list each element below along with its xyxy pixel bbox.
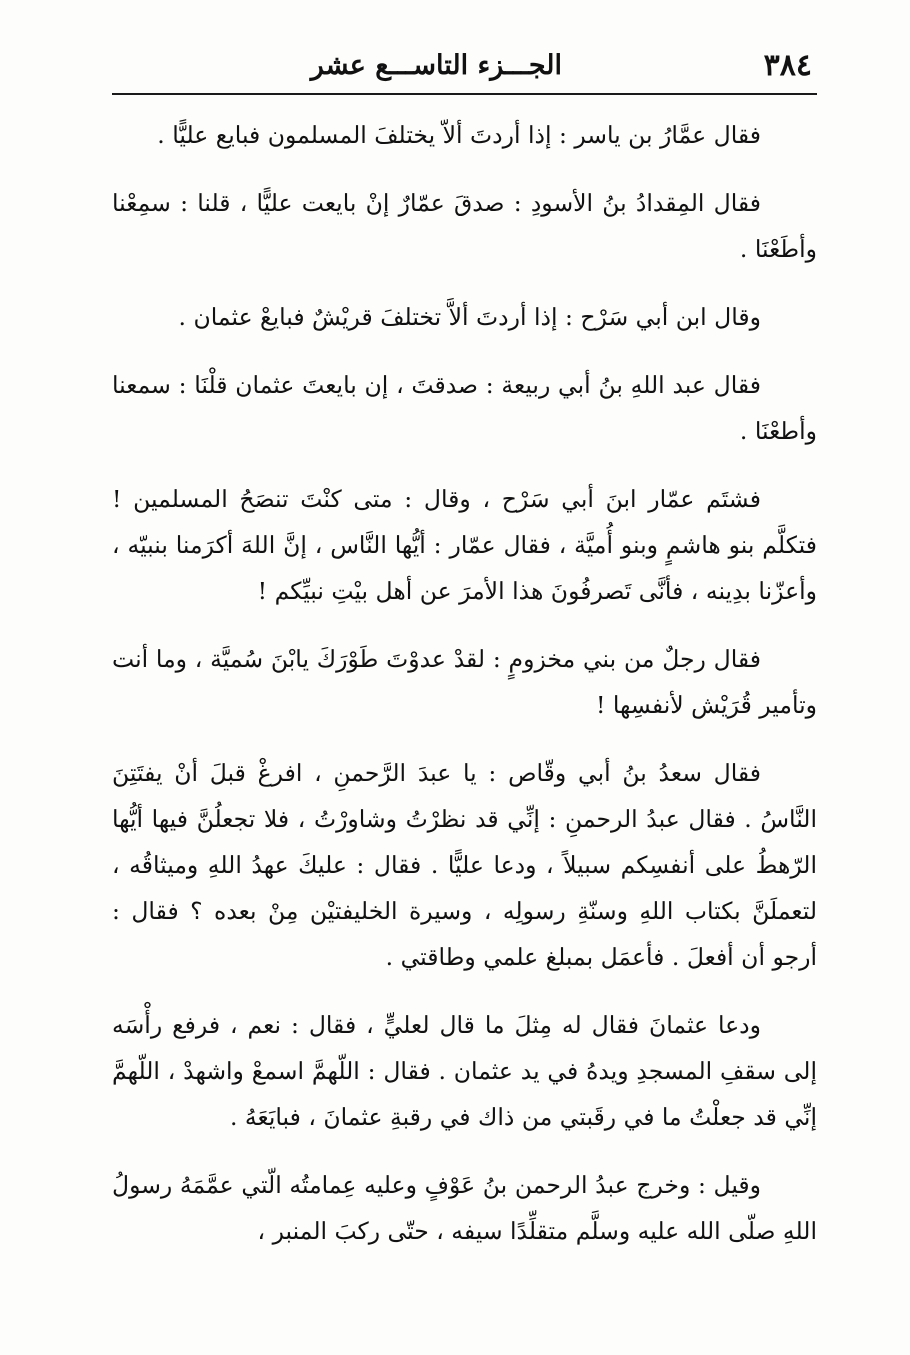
page-body [112,112,817,1276]
paragraph: ودعا عثمانَ فقال له مِثلَ ما قال لعليٍّ ، فقال : نعم ، فرفع رأْسَه إلى سقفِ المسجدِ ويدهُ في يد عثمان . فقال : اللّهمَّ اسمعْ واشهدْ ، اللّهمَّ إنِّي قد جعلْتُ ما في رقَبتي من ذاك في رقبةِ عثمانَ ، فبايَعَهُ . [112,1011,817,1131]
header-divider [112,93,817,95]
paragraph: فقال المِقدادُ بنُ الأسودِ : صدقَ عمّارٌ إنْ بايعت عليًّا ، قلنا : سمِعْنا وأطَعْنَا . [112,189,817,263]
paragraph: فقال رجلٌ من بني مخزومٍ : لقدْ عدوْتَ طَوْرَكَ يابْنَ سُميَّة ، وما أنت وتأمير قُرَيْش لأنفسِها ! [112,645,817,719]
paragraph: فقال عبد اللهِ بنُ أبي ربيعة : صدقتَ ، إن بايعتَ عثمان قلْنَا : سمعنا وأطعْنَا . [112,371,817,445]
running-title: الجـــزء التاســـع عشر [310,50,562,81]
page-number: ٣٨٤ [763,48,812,83]
paragraph: فشتَم عمّار ابنَ أبي سَرْح ، وقال : متى كنْتَ تنصَحُ المسلمين ! فتكلَّم بنو هاشمٍ وبنو أُميَّة ، فقال عمّار : أيُّها النَّاس ، إنَّ اللهَ أكرَمنا بنبيّه ، وأعزّنا بدِينه ، فأنَّى تَصرفُونَ هذا الأمرَ عن أهل بيْتِ نبيِّكم ! [112,485,817,605]
paragraph: فقال سعدُ بنُ أبي وقّاص : يا عبدَ الرَّحمنِ ، افرغْ قبلَ أنْ يفتَتِنَ النَّاسُ . فقال عبدُ الرحمنِ : إنِّي قد نظرْتُ وشاورْتُ ، فلا تجعلُنَّ فيها أيُّها الرّهطُ على أنفسِكم سبيلاً ، ودعا عليًّا . فقال : عليكَ عهدُ اللهِ وميثاقُه ، لتعملَنَّ بكتاب اللهِ وسنّةِ رسولِه ، وسيرة الخليفتيْن مِنْ بعده ؟ فقال : أرجو أن أفعلَ . فأعمَل بمبلغ علمي وطاقتي . [112,759,817,971]
paragraph: فقال عمَّارُ بن ياسر : إذا أردتَ ألاّ يختلفَ المسلمون فبايع عليًّا . [157,121,761,149]
page-header [112,40,812,90]
paragraph: وقال ابن أبي سَرْح : إذا أردتَ ألاَّ تختلفَ قريْشٌ فبايعْ عثمان . [178,303,761,331]
paragraph: وقيل : وخرج عبدُ الرحمن بنُ عَوْفٍ وعليه عِمامتُه الّتي عمَّمَهُ رسولُ اللهِ صلّى الله عليه وسلَّم متقلِّدًا سيفه ، حتّى ركبَ المنبر ، [112,1171,817,1245]
